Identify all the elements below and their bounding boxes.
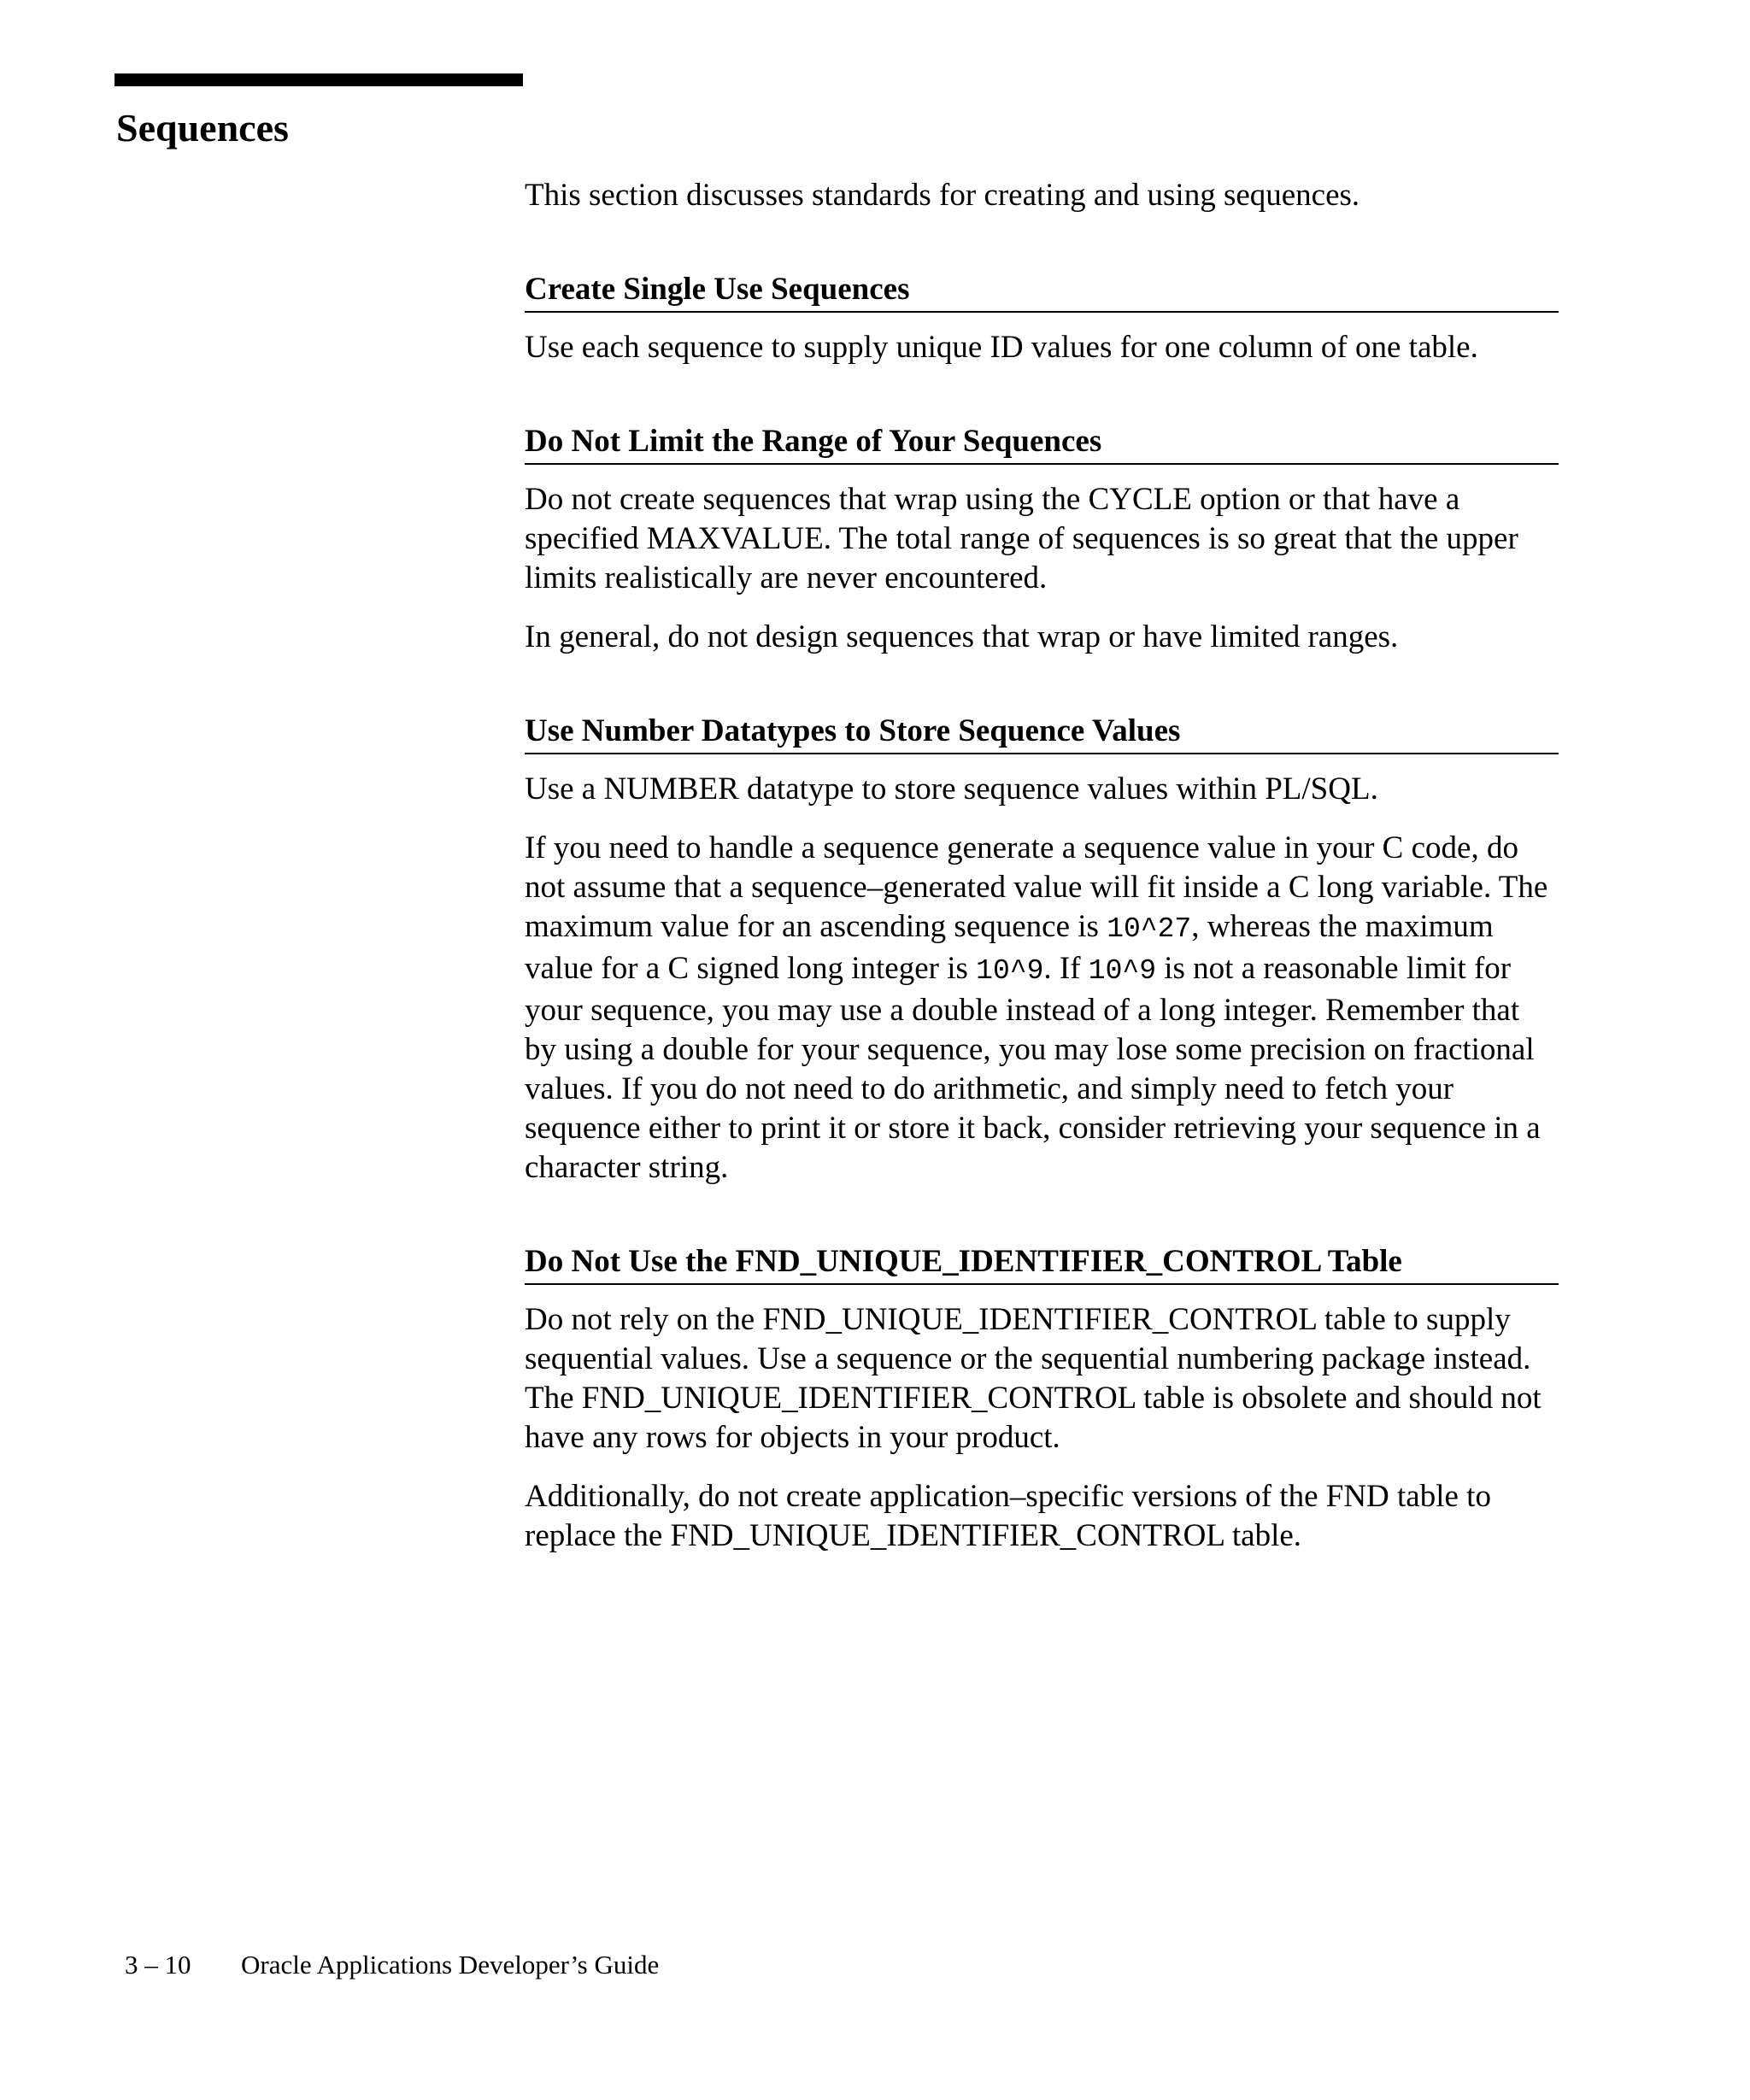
text-run: . If bbox=[1043, 951, 1089, 986]
chapter-top-rule bbox=[115, 73, 523, 86]
text-run: is not a reasonable limit for your sequence, you may use a double instead of a long integer. Remember that by using a double for your sequence, you may lose some precision on fractional values. If you do not need to do arithmetic, and simply need to fetch your sequence either to print it or store it back, consider retrieving your sequence in a character string. bbox=[525, 951, 1541, 1185]
section-heading: Do Not Limit the Range of Your Sequences bbox=[525, 422, 1559, 465]
code-value: 10^9 bbox=[976, 955, 1044, 987]
section-fnd-table bbox=[525, 1242, 1559, 1556]
book-title: Oracle Applications Developer’s Guide bbox=[241, 1950, 660, 1980]
section-range bbox=[525, 422, 1559, 657]
paragraph: Use each sequence to supply unique ID values for one column of one table. bbox=[525, 330, 1478, 365]
paragraph: Additionally, do not create application–specific versions of the FND table to replace the FND_UNIQUE_IDENTIFIER_CONTROL table. bbox=[525, 1479, 1491, 1553]
section-heading: Use Number Datatypes to Store Sequence Values bbox=[525, 712, 1559, 754]
code-value: 10^9 bbox=[1088, 955, 1156, 987]
text-run: If you need to handle a sequence generate a sequence value in your C code, do not assume that a sequence–generated value will fit inside a C long variable. The maximum value for an ascending sequence is bbox=[525, 830, 1548, 944]
page-title: Sequences bbox=[116, 106, 289, 150]
main-content bbox=[525, 176, 1559, 1575]
paragraph: In general, do not design sequences that wrap or have limited ranges. bbox=[525, 619, 1399, 654]
code-value: 10^27 bbox=[1107, 913, 1192, 945]
section-single-use bbox=[525, 270, 1559, 367]
page-footer bbox=[125, 1948, 659, 1982]
section-heading: Create Single Use Sequences bbox=[525, 270, 1559, 313]
paragraph: Use a NUMBER datatype to store sequence values within PL/SQL. bbox=[525, 771, 1378, 807]
paragraph: Do not create sequences that wrap using the CYCLE option or that have a specified MAXVALUE. The total range of sequences is so great that the upper limits realistically are never encountered. bbox=[525, 482, 1518, 595]
intro-paragraph: This section discusses standards for creating and using sequences. bbox=[525, 178, 1360, 213]
page-number: 3 – 10 bbox=[125, 1950, 191, 1980]
section-number-datatypes bbox=[525, 712, 1559, 1188]
section-heading: Do Not Use the FND_UNIQUE_IDENTIFIER_CONTROL Table bbox=[525, 1242, 1559, 1285]
paragraph-long-variable bbox=[525, 829, 1559, 1188]
text-run: , whereas the maximum value for a C signed long integer is bbox=[525, 909, 1494, 986]
paragraph: Do not rely on the FND_UNIQUE_IDENTIFIER_CONTROL table to supply sequential values. Use a sequence or the sequential numbering package instead. The FND_UNIQUE_IDENTIFIER_CONTROL table is obsolete and should not have any rows for objects in your product. bbox=[525, 1302, 1542, 1455]
